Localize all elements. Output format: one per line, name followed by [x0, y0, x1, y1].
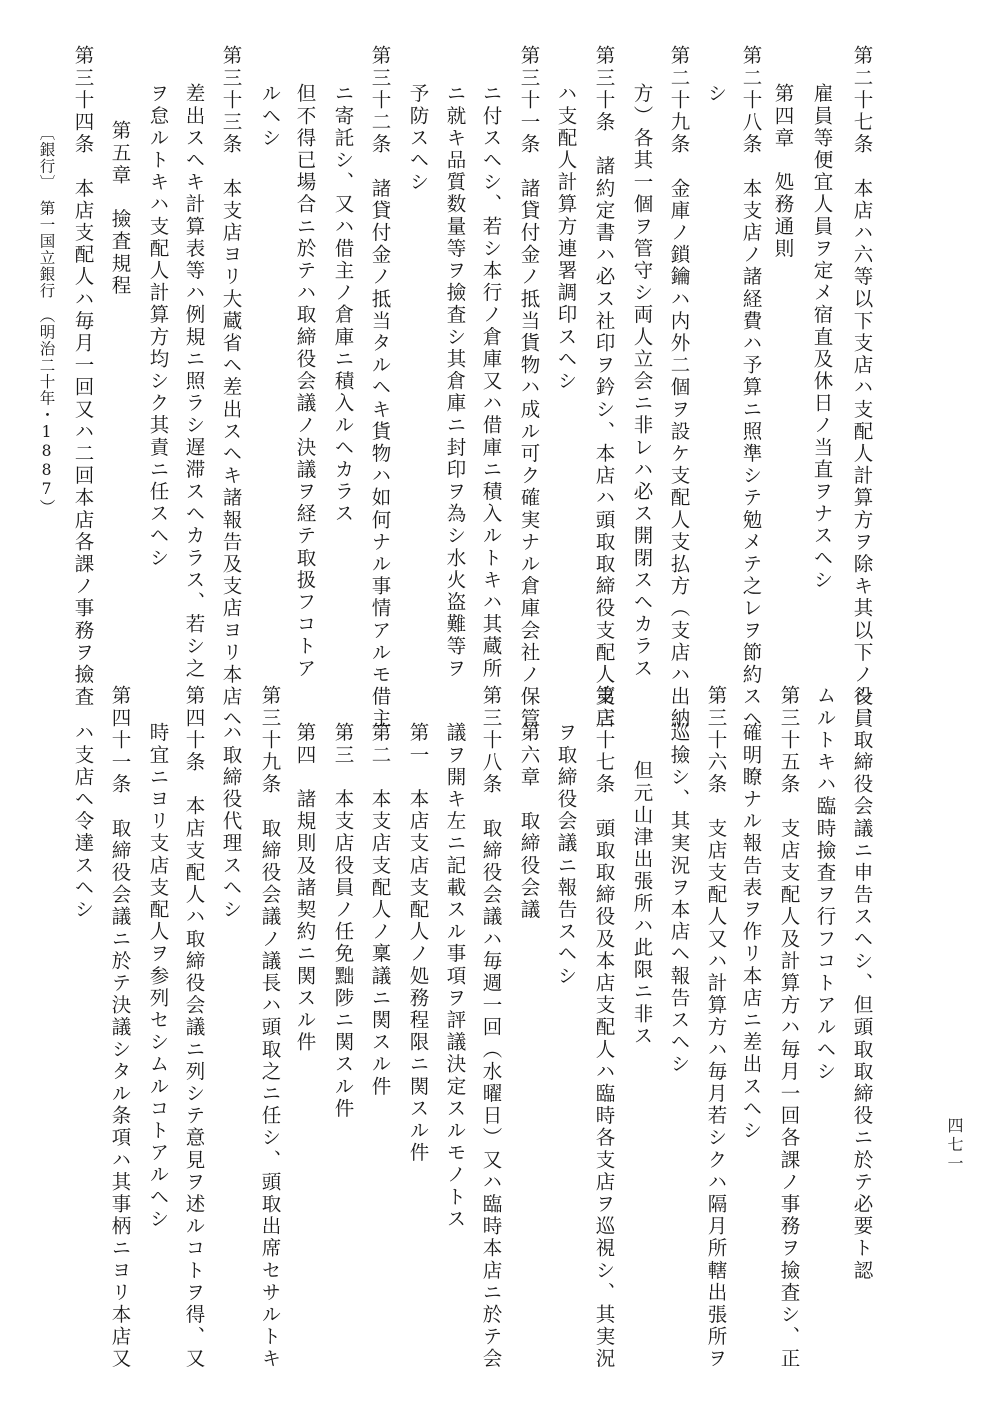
text-column: 第二十九条 金庫ノ鎖鑰ハ内外二個ヲ設ケ支配人支払方（支店ハ出納 [667, 45, 691, 731]
text-column: 第六章 取締役会議 [517, 722, 541, 921]
running-footer: 〔銀行〕 第一国立銀行 （明治二十年・1887） [37, 125, 56, 516]
text-column: 第五章 撿査規程 [108, 120, 132, 297]
text-column: ヲ怠ルトキハ支配人計算方均シク其責ニ任スヘシ [146, 83, 170, 570]
text-column: 但元山津出張所ハ此限ニ非ス [630, 760, 654, 1048]
text-column: ニ付スヘシ、若シ本行ノ倉庫又ハ借庫ニ積入ルトキハ其蔵所 [479, 83, 503, 680]
page-number: 四七一 [945, 1117, 964, 1174]
text-column: シ [704, 83, 728, 106]
text-column: ムルトキハ臨時撿査ヲ行フコトアルヘシ [813, 685, 837, 1083]
text-column: 第三十条 諸約定書ハ必ス社印ヲ鈐シ、本店ハ頭取取締役支配人支店 [592, 45, 616, 731]
text-column: 第二 本支店支配人ノ稟議ニ関スル件 [368, 722, 392, 1098]
text-column: ニ就キ品質数量等ヲ撿査シ其倉庫ニ封印ヲ為シ水火盗難等ヲ [443, 83, 467, 680]
text-column: 第二十八条 本支店ノ諸経費ハ予算ニ照準シテ勉メテ之レヲ節約スヘ [739, 45, 763, 731]
text-column: 第三 本支店役員ノ任免黜陟ニ関スル件 [331, 722, 355, 1120]
text-column: 第二十七条 本店ハ六等以下支店ハ支配人計算方ヲ除キ其以下ノ役員 [850, 45, 874, 731]
text-column: 第三十八条 取締役会議ハ毎週一回（水曜日）又ハ臨時本店ニ於テ会 [479, 685, 503, 1371]
text-column: 第三十七条 頭取取締役及本店支配人ハ臨時各支店ヲ巡視シ、其実況 [592, 685, 616, 1371]
text-column: ヲ取締役会議ニ報告スヘシ [554, 722, 578, 988]
text-column: 時宜ニヨリ支店支配人ヲ参列セシムルコトアルヘシ [146, 722, 170, 1231]
text-column: ルヘシ [258, 83, 282, 150]
text-column: 第三十六条 支店支配人又ハ計算方ハ毎月若シクハ隔月所轄出張所ヲ [704, 685, 728, 1371]
text-column: シ、取締役会議ニ申告スヘシ、但頭取取締役ニ於テ必要ト認 [850, 685, 874, 1282]
text-column: 差出スヘキ計算表等ハ例規ニ照ラシ遅滞スヘカラス、若シ之 [182, 83, 206, 680]
text-column: 第三十一条 諸貸付金ノ抵当貨物ハ成ル可ク確実ナル倉庫会社ノ保管 [517, 45, 541, 731]
text-column: ニ寄託シ、又ハ借主ノ倉庫ニ積入ルヘカラス [331, 83, 355, 525]
text-column: 方）各其一個ヲ管守シ両人立会ニ非レハ必ス開閉スヘカラス [630, 83, 654, 680]
text-column: ハ取締役代理スヘシ [219, 722, 243, 921]
text-column: 第一 本店支店支配人ノ処務程限ニ関スル件 [406, 722, 430, 1164]
text-column: 第四章 処務通則 [771, 83, 795, 260]
text-column: 第三十二条 諸貸付金ノ抵当タルヘキ貨物ハ如何ナル事情アルモ借主 [368, 45, 392, 731]
text-column: 但不得已場合ニ於テハ取締役会議ノ決議ヲ経テ取扱フコトア [293, 83, 317, 680]
text-column: ハ支配人計算方連署調印スヘシ [554, 83, 578, 393]
text-column: 巡撿シ、其実況ヲ本店ヘ報告スヘシ [667, 722, 691, 1076]
text-column: 第四十条 本店支配人ハ取締役会議ニ列シテ意見ヲ述ルコトヲ得、又 [182, 685, 206, 1371]
text-column: 予防スヘシ [406, 83, 430, 194]
text-column: 確明瞭ナル報告表ヲ作リ本店ニ差出スヘシ [739, 722, 763, 1142]
text-column: 第四十一条 取締役会議ニ於テ決議シタル条項ハ其事柄ニヨリ本店又 [108, 685, 132, 1371]
text-column: 第三十三条 本支店ヨリ大蔵省ヘ差出スヘキ諸報告及支店ヨリ本店ヘ [219, 45, 243, 731]
text-column: 第三十四条 本店支配人ハ毎月一回又ハ二回本店各課ノ事務ヲ撿査 [71, 45, 95, 708]
text-column: 第三十九条 取締役会議ノ議長ハ頭取之ニ任シ、頭取出席セサルトキ [258, 685, 282, 1371]
text-column: 雇員等便宜人員ヲ定メ宿直及休日ノ当直ヲナスヘシ [810, 83, 834, 592]
text-column: ハ支店ヘ令達スヘシ [71, 722, 95, 921]
text-column: 議ヲ開キ左ニ記載スル事項ヲ評議決定スルモノトス [443, 722, 467, 1231]
text-column: 第四 諸規則及諸契約ニ関スル件 [293, 722, 317, 1054]
text-column: 第三十五条 支店支配人及計算方ハ毎月一回各課ノ事務ヲ撿査シ、正 [777, 685, 801, 1371]
